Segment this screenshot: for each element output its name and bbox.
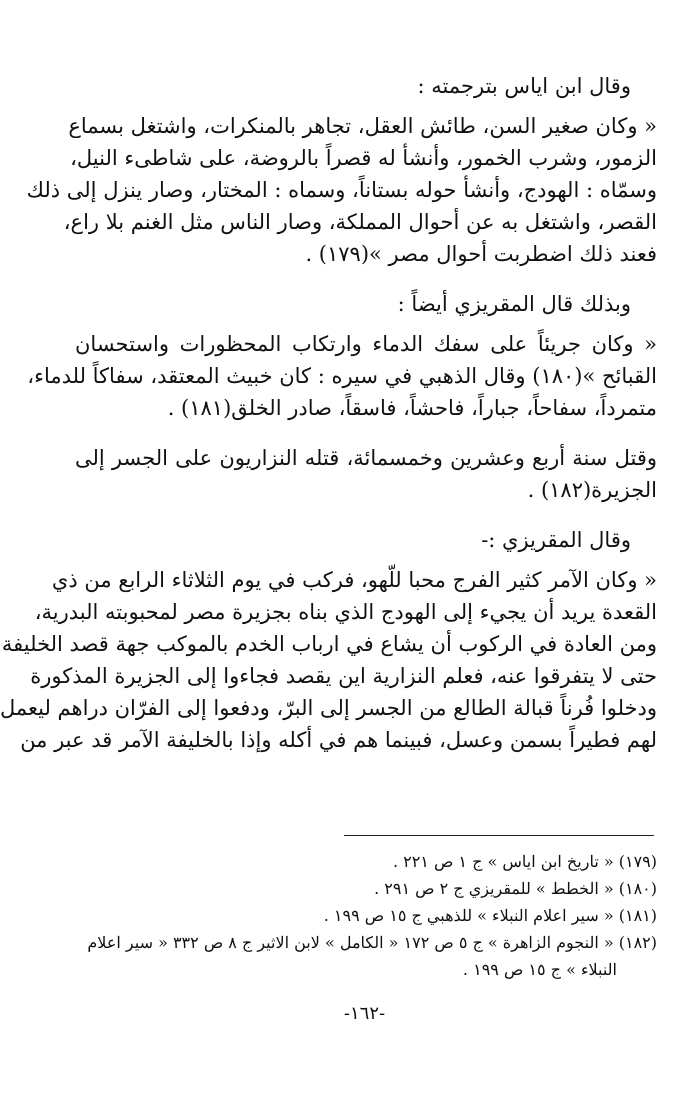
section-heading: وقال ابن اياس بترجمته : xyxy=(417,74,631,98)
text-line: « وكان صغير السن، طائش العقل، تجاهر بالمنكرات، واشتغل بسماع xyxy=(68,114,657,138)
text-line: القصر، واشتغل به عن أحوال المملكة، وصار الناس مثل الغنم بلا راع، xyxy=(63,210,657,234)
ibn-iyas-section xyxy=(26,70,657,270)
footnote-182: (١٨٢) « النجوم الزاهرة » ج ٥ ص ١٧٢ « الكامل » لابن الاثير ج ٨ ص ٣٣٢ « سير اعلام xyxy=(87,933,657,952)
text-line: متمرداً، سفاحاً، جباراً، فاحشاً، فاسقاً، صادر الخلق(١٨١) . xyxy=(167,396,657,420)
page-number: -١٦٢- xyxy=(343,1003,386,1024)
footnote-180: (١٨٠) « الخطط » للمقريزي ج ٢ ص ٢٩١ . xyxy=(374,879,657,898)
text-line: وقتل سنة أربع وعشرين وخمسمائة، قتله النزاريون على الجسر إلى xyxy=(75,446,657,470)
maqrizi-section xyxy=(27,288,657,424)
text-line: ومن العادة في الركوب أن يشاع في ارباب الخدم بالموكب جهة قصد الخليفة xyxy=(1,632,657,656)
footnote-181: (١٨١) « سير اعلام النبلاء » للذهبي ج ١٥ ص ١٩٩ . xyxy=(323,906,657,925)
text-line: وسمّاه : الهودج، وأنشأ حوله بستاناً، وسماه : المختار، وصار ينزل إلى ذلك xyxy=(26,178,657,202)
text-line: فعند ذلك اضطربت أحوال مصر »(١٧٩) . xyxy=(305,242,657,266)
text-line: « وكان جريئاً على سفك الدماء وارتكاب المحظورات واستحسان xyxy=(75,332,657,356)
text-line: حتى لا يتفرقوا عنه، فعلم النزارية اين يقصد فجاءوا إلى الجزيرة المذكورة xyxy=(30,664,657,688)
footnote-separator xyxy=(344,835,654,836)
text-line: الجزيرة(١٨٢) . xyxy=(527,478,657,502)
text-line: لهم فطيراً بسمن وعسل، فبينما هم في أكله وإذا بالخليفة الآمر قد عبر من xyxy=(20,728,657,752)
text-line: الزمور، وشرب الخمور، وأنشأ له قصراً بالروضة، على شاطىء النيل، xyxy=(70,146,657,170)
maqrizi-account-section xyxy=(0,524,657,756)
footnote-182-continuation: النبلاء » ج ١٥ ص ١٩٩ . xyxy=(462,960,617,979)
footnote-179: (١٧٩) « تاريخ ابن اياس » ج ١ ص ٢٢١ . xyxy=(392,852,657,871)
text-line: ودخلوا فُرناً قبالة الطالع من الجسر إلى البرّ، ودفعوا إلى الفرّان دراهم ليعمل xyxy=(0,696,657,720)
footnotes xyxy=(75,848,657,983)
text-line: القعدة يريد أن يجيء إلى الهودج الذي بناه بجزيرة مصر لمحبوبته البدرية، xyxy=(34,600,657,624)
main-text xyxy=(0,70,657,756)
section-heading: وبذلك قال المقريزي أيضاً : xyxy=(397,292,631,316)
killing-paragraph xyxy=(75,442,657,506)
section-heading: وقال المقريزي :- xyxy=(481,528,631,552)
text-line: « وكان الآمر كثير الفرج محبا للّهو، فركب في يوم الثلاثاء الرابع من ذي xyxy=(51,568,657,592)
text-line: القبائح »(١٨٠) وقال الذهبي في سيره : كان خبيث المعتقد، سفاكاً للدماء، xyxy=(27,364,657,388)
